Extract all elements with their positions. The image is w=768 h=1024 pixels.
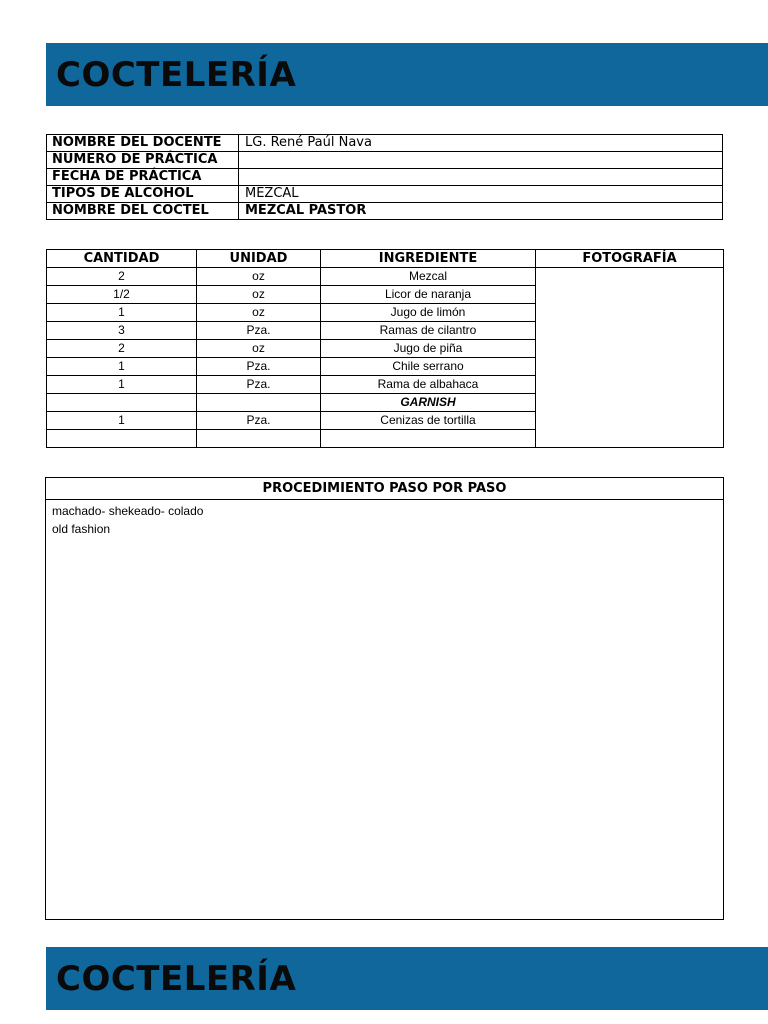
footer-banner [46, 947, 768, 1010]
ingrediente-cell: Mezcal [321, 268, 536, 286]
info-row-docente [47, 135, 723, 152]
procedure-line: old fashion [52, 522, 111, 536]
unidad-cell: Pza. [197, 322, 321, 340]
unidad-cell: oz [197, 286, 321, 304]
unidad-cell: Pza. [197, 376, 321, 394]
cantidad-cell: 2 [47, 268, 197, 286]
ingrediente-cell: Rama de albahaca [321, 376, 536, 394]
photo-cell [536, 268, 724, 448]
info-label: NOMBRE DEL DOCENTE [47, 135, 239, 152]
col-header-ingrediente: INGREDIENTE [321, 250, 536, 268]
info-label: TIPOS DE ALCOHOL [47, 186, 239, 203]
header-banner [46, 43, 768, 106]
info-table [46, 134, 723, 220]
info-value: LG. René Paúl Nava [239, 135, 723, 152]
ingrediente-cell: Ramas de cilantro [321, 322, 536, 340]
info-row-alcohol [47, 186, 723, 203]
cantidad-cell: 1 [47, 376, 197, 394]
ingredient-row [47, 268, 724, 286]
unidad-cell: oz [197, 340, 321, 358]
procedure-line: machado- shekeado- colado [52, 504, 204, 518]
info-value [239, 152, 723, 169]
ingrediente-cell [321, 430, 536, 448]
info-label: NUMERO DE PRÁCTICA [47, 152, 239, 169]
procedure-title: PROCEDIMIENTO PASO POR PASO [46, 478, 723, 500]
garnish-label: GARNISH [321, 394, 536, 412]
ingrediente-cell: Jugo de limón [321, 304, 536, 322]
ingredients-header-row [47, 250, 724, 268]
info-row-numero [47, 152, 723, 169]
cantidad-cell [47, 430, 197, 448]
cantidad-cell: 3 [47, 322, 197, 340]
unidad-cell: oz [197, 268, 321, 286]
ingrediente-cell: Cenizas de tortilla [321, 412, 536, 430]
header-title: COCTELERÍA [56, 54, 297, 95]
unidad-cell: oz [197, 304, 321, 322]
info-value: MEZCAL [239, 186, 723, 203]
info-label: FECHA DE PRÁCTICA [47, 169, 239, 186]
procedure-body [46, 500, 723, 540]
ingredients-table [46, 249, 724, 448]
info-row-coctel [47, 203, 723, 220]
cantidad-cell: 1 [47, 358, 197, 376]
col-header-fotografia: FOTOGRAFÍA [536, 250, 724, 268]
cantidad-cell: 1 [47, 304, 197, 322]
cantidad-cell: 2 [47, 340, 197, 358]
cantidad-cell: 1/2 [47, 286, 197, 304]
procedure-box [45, 477, 724, 920]
footer-title: COCTELERÍA [56, 958, 297, 999]
unidad-cell [197, 430, 321, 448]
unidad-cell [197, 394, 321, 412]
info-value: MEZCAL PASTOR [239, 203, 723, 220]
ingrediente-cell: Jugo de piña [321, 340, 536, 358]
cantidad-cell [47, 394, 197, 412]
ingrediente-cell: Chile serrano [321, 358, 536, 376]
unidad-cell: Pza. [197, 412, 321, 430]
col-header-cantidad: CANTIDAD [47, 250, 197, 268]
cantidad-cell: 1 [47, 412, 197, 430]
info-value [239, 169, 723, 186]
info-row-fecha [47, 169, 723, 186]
ingrediente-cell: Licor de naranja [321, 286, 536, 304]
col-header-unidad: UNIDAD [197, 250, 321, 268]
info-label: NOMBRE DEL COCTEL [47, 203, 239, 220]
unidad-cell: Pza. [197, 358, 321, 376]
